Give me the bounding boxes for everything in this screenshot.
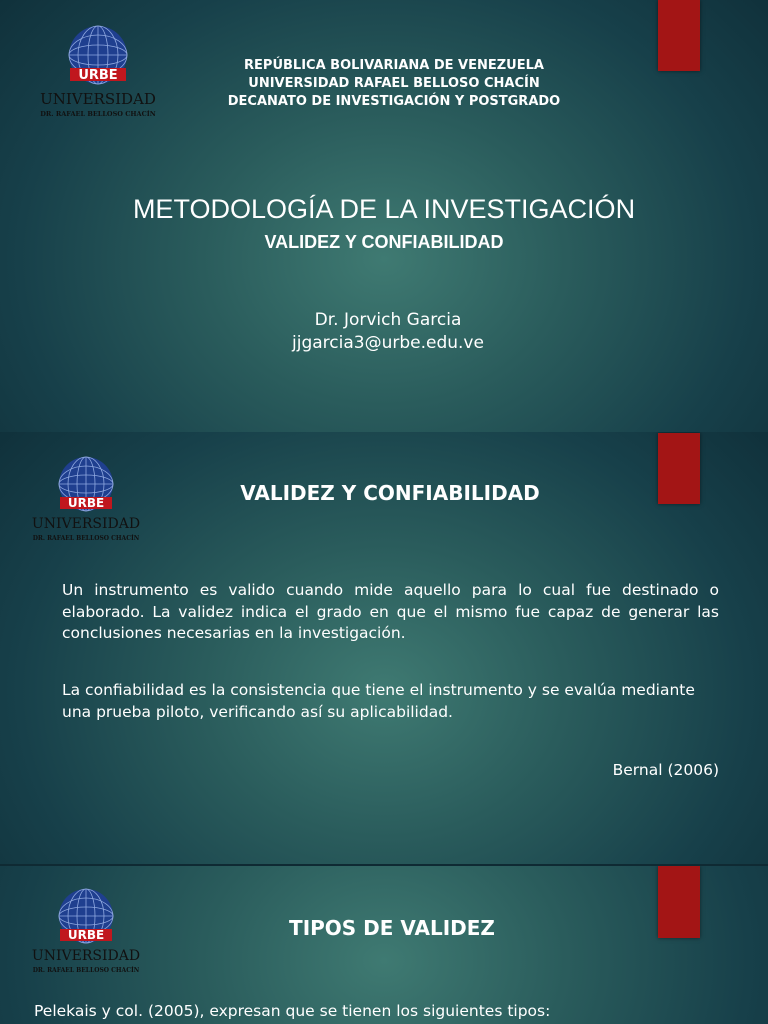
logo-rector-label: DR. RAFAEL BELLOSO CHACÍN [40, 110, 156, 118]
slide-1 [0, 0, 768, 432]
logo-university-label: UNIVERSIDAD [40, 90, 156, 108]
header-line-university: UNIVERSIDAD RAFAEL BELLOSO CHACÍN [248, 76, 540, 91]
slide-title: VALIDEZ Y CONFIABILIDAD [240, 481, 540, 505]
intro-text: Pelekais y col. (2005), expresan que se tienen los siguientes tipos: [34, 1002, 551, 1020]
logo-university-label: UNIVERSIDAD [31, 948, 141, 964]
logo-university-label: UNIVERSIDAD [31, 516, 141, 532]
author-name: Dr. Jorvich Garcia [314, 310, 462, 330]
slide-2 [0, 432, 768, 864]
header-line-country: REPÚBLICA BOLIVARIANA DE VENEZUELA [244, 58, 544, 73]
paragraph-reliability: La confiabilidad es la consistencia que tiene el instrumento y se evalúa mediante una prueba piloto, verificando así su aplicabilidad. [62, 681, 695, 721]
paragraph-validity: Un instrumento es valido cuando mide aquello para lo cual fue destinado o elaborado. La validez indica el grado en que el mismo fue capaz de generar las conclusiones necesarias en la investigación. [62, 581, 719, 642]
citation: Bernal (2006) [612, 761, 719, 779]
slide-title: TIPOS DE VALIDEZ [289, 916, 495, 940]
logo-rector-label: DR. RAFAEL BELLOSO CHACÍN [32, 967, 140, 974]
page-title: METODOLOGÍA DE LA INVESTIGACIÓN [132, 194, 636, 224]
page-subtitle: VALIDEZ Y CONFIABILIDAD [264, 232, 504, 252]
institution-header [10, 57, 768, 111]
slide-3 [0, 866, 768, 1024]
header-line-deanery: DECANATO DE INVESTIGACIÓN Y POSTGRADO [227, 94, 561, 109]
author-email: jjgarcia3@urbe.edu.ve [292, 333, 484, 353]
logo-rector-label: DR. RAFAEL BELLOSO CHACÍN [32, 535, 140, 542]
logo-brand-text: URBE [78, 68, 118, 83]
logo-brand-text: URBE [67, 496, 105, 510]
logo-brand-text: URBE [67, 928, 105, 942]
